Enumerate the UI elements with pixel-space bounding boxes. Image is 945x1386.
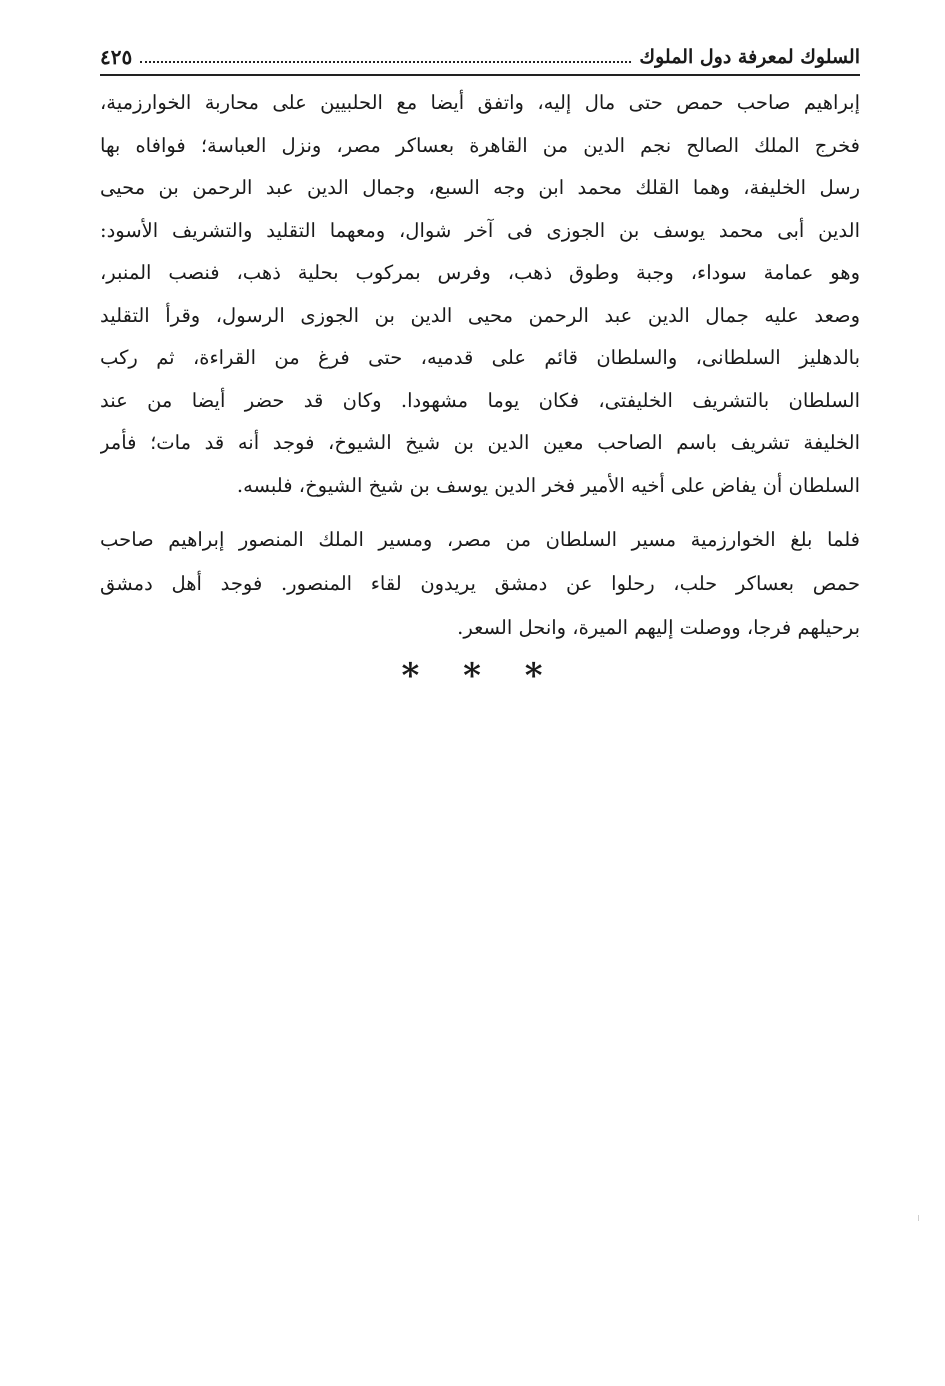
paragraph-1 xyxy=(100,82,860,507)
book-title: السلوك لمعرفة دول الملوك xyxy=(639,46,860,68)
dot-leader xyxy=(140,61,631,63)
text-line: السلطان أن يفاض على أخيه الأمير فخر الدين يوسف بن شيخ الشيوخ، فلبسه. xyxy=(236,473,860,497)
text-line: وصعد عليه جمال الدين عبد الرحمن محيى الدين بن الجوزى الرسول، وقرأ التقليد xyxy=(100,303,860,327)
text-line: رسل الخليفة، وهما القلك محمد ابن وجه السبع، وجمال الدين عبد الرحمن بن محيى xyxy=(100,176,860,199)
text-line: فلما بلغ الخوارزمية مسير السلطان من مصر، ومسير الملك المنصور إبراهيم صاحب xyxy=(100,528,860,551)
margin-mark xyxy=(918,1215,919,1221)
running-header xyxy=(100,40,860,76)
page-number: ٤٢٥ xyxy=(100,45,133,69)
paragraph-2 xyxy=(100,518,860,650)
text-line: برحيلهم فرجا، ووصلت إليهم الميرة، وانحل السعر. xyxy=(457,616,860,639)
section-separator: * * * xyxy=(401,656,559,696)
text-line: الخليفة تشريف باسم الصاحب معين الدين بن شيخ الشيوخ، فوجد أنه قد مات؛ فأمر xyxy=(100,431,860,454)
text-line: فخرج الملك الصالح نجم الدين من القاهرة بعساكر مصر، ونزل العباسة؛ فوافاه بها xyxy=(100,133,860,157)
text-line: السلطان بالتشريف الخليفتى، فكان يوما مشهودا. وكان قد حضر أيضا من عند xyxy=(100,388,860,412)
text-line: وهو عمامة سوداء، وجبة وطوق ذهب، وفرس بمركوب بحلية ذهب، فنصب المنبر، xyxy=(100,261,860,284)
text-line: الدين أبى محمد يوسف بن الجوزى فى آخر شوال، ومعهما التقليد والتشريف الأسود: xyxy=(100,218,860,242)
text-line: إبراهيم صاحب حمص حتى مال إليه، واتفق أيضا مع الحلبيين على محاربة الخوارزمية، xyxy=(100,91,860,114)
text-line: بالدهليز السلطانى، والسلطان قائم على قدميه، حتى فرغ من القراءة، ثم ركب xyxy=(100,346,860,369)
text-line: حمص بعساكر حلب، رحلوا عن دمشق يريدون لقاء المنصور. فوجد أهل دمشق xyxy=(100,572,860,595)
